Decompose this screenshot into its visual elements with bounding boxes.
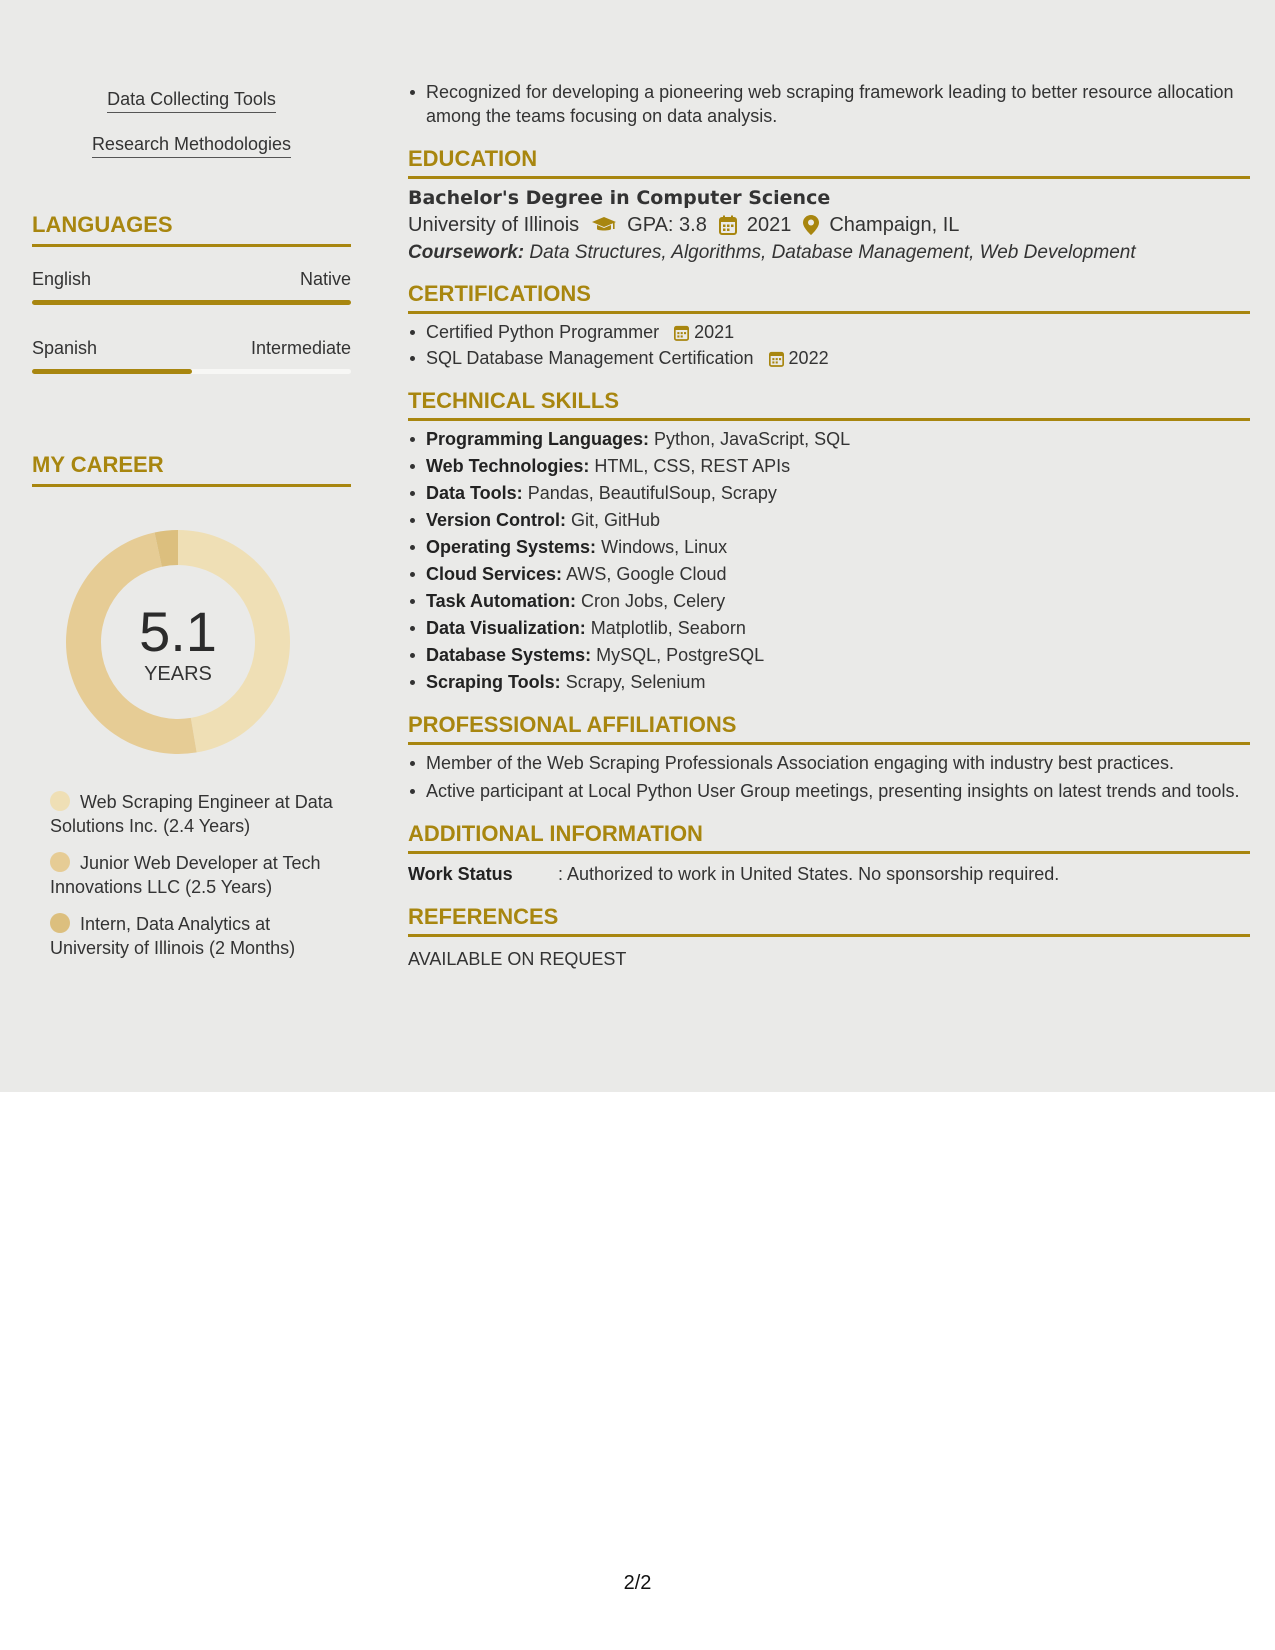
career-legend — [50, 790, 350, 973]
tag-item: Data Collecting Tools — [107, 88, 276, 113]
list-item: Recognized for developing a pioneering web scraping framework leading to better resource allocation among the teams focusing on data analysis. — [408, 80, 1250, 128]
skill-value: Matplotlib, Seaborn — [590, 618, 746, 638]
coursework — [408, 239, 1250, 267]
legend-dot — [50, 852, 70, 872]
skill-item — [408, 562, 1250, 586]
list-item — [408, 320, 1250, 344]
certification-name: SQL Database Management Certification — [426, 348, 754, 368]
work-status-label: Work Status — [408, 864, 513, 884]
calendar-icon — [719, 215, 737, 235]
language-bar-fill — [32, 300, 351, 305]
certification-name: Certified Python Programmer — [426, 322, 660, 342]
main-content — [408, 80, 1250, 971]
legend-dot — [50, 791, 70, 811]
legend-label: Web Scraping Engineer at Data Solutions Inc. (2.4 Years) — [50, 792, 333, 836]
skill-item — [408, 535, 1250, 559]
work-status — [408, 862, 1250, 886]
intro-list — [408, 80, 1250, 128]
calendar-icon — [674, 324, 689, 341]
skill-label: Scraping Tools: — [426, 672, 561, 692]
skill-label: Programming Languages: — [426, 429, 650, 449]
skill-item — [408, 589, 1250, 613]
career-total: 5.1 — [139, 600, 217, 663]
skill-value: AWS, Google Cloud — [566, 564, 727, 584]
skill-item — [408, 454, 1250, 478]
skill-label: Operating Systems: — [426, 537, 597, 557]
language-level: Intermediate — [250, 338, 351, 358]
skill-value: Cron Jobs, Celery — [581, 591, 726, 611]
language-name: Spanish — [32, 338, 98, 358]
skill-value: Python, JavaScript, SQL — [654, 429, 851, 449]
list-item: Member of the Web Scraping Professionals Association engaging with industry best practices. — [408, 751, 1250, 775]
skill-label: Version Control: — [426, 510, 567, 530]
calendar-icon — [769, 350, 784, 367]
education-heading: EDUCATION — [408, 146, 1250, 179]
legend-label: Intern, Data Analytics at University of Illinois (2 Months) — [50, 914, 296, 958]
career-donut — [66, 530, 290, 754]
skill-label: Cloud Services: — [426, 564, 563, 584]
career-donut-center — [66, 530, 290, 754]
tag-list — [32, 88, 351, 178]
skill-item — [408, 670, 1250, 694]
graduation-cap-icon — [591, 216, 617, 234]
additional-heading: ADDITIONAL INFORMATION — [408, 821, 1250, 854]
skill-item — [408, 643, 1250, 667]
career-unit: YEARS — [144, 663, 212, 685]
career-legend-item — [50, 790, 350, 838]
skill-item — [408, 508, 1250, 532]
references-text: AVAILABLE ON REQUEST — [408, 949, 627, 969]
skill-label: Data Tools: — [426, 483, 523, 503]
graduation-year: 2021 — [746, 214, 792, 236]
skill-value: Scrapy, Selenium — [565, 672, 706, 692]
gpa: GPA: 3.8 — [627, 214, 707, 236]
skill-value: Pandas, BeautifulSoup, Scrapy — [527, 483, 777, 503]
certifications-list — [408, 320, 1250, 370]
school-location: Champaign, IL — [829, 214, 960, 236]
page-number: 2/2 — [623, 1572, 652, 1594]
skill-label: Database Systems: — [426, 645, 592, 665]
legend-label: Junior Web Developer at Tech Innovations LLC (2.5 Years) — [50, 853, 321, 897]
location-pin-icon — [803, 215, 819, 235]
language-name: English — [32, 269, 92, 289]
language-level: Native — [299, 269, 351, 289]
skill-item — [408, 427, 1250, 451]
skills-list — [408, 427, 1250, 694]
skill-label: Data Visualization: — [426, 618, 586, 638]
list-item: Active participant at Local Python User Group meetings, presenting insights on latest trends and tools. — [408, 779, 1250, 803]
education-meta — [408, 211, 1250, 239]
skill-value: Git, GitHub — [571, 510, 661, 530]
career-legend-item — [50, 912, 350, 960]
career-legend-item — [50, 851, 350, 899]
language-bar — [32, 300, 351, 305]
references-heading: REFERENCES — [408, 904, 1250, 937]
tag-item: Research Methodologies — [92, 133, 291, 158]
skill-value: HTML, CSS, REST APIs — [594, 456, 791, 476]
languages-heading: LANGUAGES — [32, 212, 351, 247]
school-name: University of Illinois — [408, 214, 580, 236]
skill-value: Windows, Linux — [601, 537, 728, 557]
affiliations-list — [408, 751, 1250, 803]
language-bar-fill — [32, 369, 192, 374]
skill-label: Web Technologies: — [426, 456, 590, 476]
language-bar — [32, 369, 351, 374]
degree-title: Bachelor's Degree in Computer Science — [408, 187, 831, 209]
language-spanish — [32, 337, 351, 374]
list-item — [408, 346, 1250, 370]
affiliations-heading: PROFESSIONAL AFFILIATIONS — [408, 712, 1250, 745]
skills-heading: TECHNICAL SKILLS — [408, 388, 1250, 421]
career-heading: MY CAREER — [32, 452, 351, 487]
certification-year: 2021 — [694, 322, 735, 342]
language-english — [32, 268, 351, 305]
skill-value: MySQL, PostgreSQL — [596, 645, 765, 665]
skill-label: Task Automation: — [426, 591, 577, 611]
work-status-value: : Authorized to work in United States. No sponsorship required. — [558, 864, 1060, 884]
legend-dot — [50, 913, 70, 933]
skill-item — [408, 616, 1250, 640]
skill-item — [408, 481, 1250, 505]
coursework-label: Coursework: — [408, 242, 525, 263]
coursework-value: Data Structures, Algorithms, Database Management, Web Development — [529, 242, 1136, 263]
certification-year: 2022 — [788, 348, 829, 368]
certifications-heading: CERTIFICATIONS — [408, 281, 1250, 314]
